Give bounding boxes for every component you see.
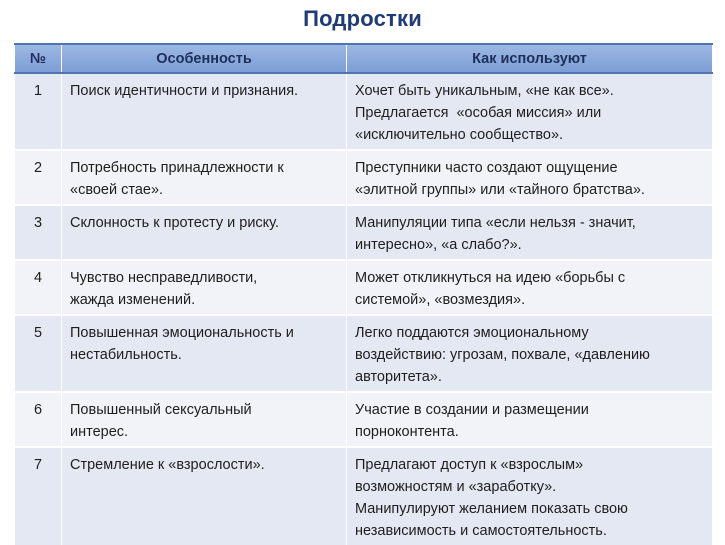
usage-line: интересно», «а слабо?». — [355, 237, 522, 253]
usage-line: возможностям и «заработку». — [355, 479, 557, 495]
usage-line: «элитной группы» или «тайного братства». — [355, 182, 645, 198]
row-feature — [62, 447, 347, 545]
table-row — [15, 315, 713, 392]
header-number: № — [15, 44, 62, 73]
row-feature — [62, 315, 347, 392]
row-number: 1 — [15, 73, 62, 150]
usage-line: Хочет быть уникальным, «не как все». — [355, 83, 614, 99]
table-row — [15, 73, 713, 150]
feature-line: интерес. — [70, 424, 129, 440]
row-usage — [347, 205, 713, 260]
feature-line: жажда изменений. — [70, 292, 196, 308]
table-row — [15, 205, 713, 260]
header-usage: Как используют — [347, 44, 713, 73]
usage-line: авторитета». — [355, 369, 442, 385]
table-row — [15, 392, 713, 447]
table-row — [15, 447, 713, 545]
row-feature — [62, 260, 347, 315]
usage-line: Манипуляции типа «если нельзя - значит, — [355, 215, 636, 231]
row-usage — [347, 260, 713, 315]
feature-line: Повышенный сексуальный — [70, 402, 252, 418]
row-number: 6 — [15, 392, 62, 447]
row-feature — [62, 392, 347, 447]
row-usage — [347, 315, 713, 392]
usage-line: «исключительно сообщество». — [355, 127, 564, 143]
feature-line: Чувство несправедливости, — [70, 270, 258, 286]
row-feature — [62, 205, 347, 260]
row-feature — [62, 150, 347, 205]
table-body — [15, 73, 713, 545]
usage-line: независимость и самостоятельность. — [355, 523, 607, 539]
features-table — [14, 43, 713, 545]
feature-line: «своей стае». — [70, 182, 164, 198]
usage-line: Может откликнуться на идею «борьбы с — [355, 270, 626, 286]
feature-line: Потребность принадлежности к — [70, 160, 284, 176]
feature-line: нестабильность. — [70, 347, 182, 363]
row-usage — [347, 150, 713, 205]
row-usage — [347, 447, 713, 545]
usage-line: Предлагается «особая миссия» или — [355, 105, 602, 121]
usage-line: Участие в создании и размещении — [355, 402, 589, 418]
row-number: 4 — [15, 260, 62, 315]
table-header-row — [15, 44, 713, 73]
usage-line: Предлагают доступ к «взрослым» — [355, 457, 584, 473]
usage-line: Легко поддаются эмоциональному — [355, 325, 589, 341]
feature-line: Стремление к «взрослости». — [70, 457, 265, 473]
row-number: 5 — [15, 315, 62, 392]
usage-line: системой», «возмездия». — [355, 292, 526, 308]
feature-line: Склонность к протесту и риску. — [70, 215, 280, 231]
usage-line: воздействию: угрозам, похвале, «давлению — [355, 347, 650, 363]
header-feature: Особенность — [62, 44, 347, 73]
row-number: 2 — [15, 150, 62, 205]
row-usage — [347, 392, 713, 447]
page-title: Подростки — [303, 6, 422, 31]
row-number: 3 — [15, 205, 62, 260]
feature-line: Поиск идентичности и признания. — [70, 83, 299, 99]
row-number: 7 — [15, 447, 62, 545]
usage-line: Манипулируют желанием показать свою — [355, 501, 628, 517]
row-usage — [347, 73, 713, 150]
row-feature — [62, 73, 347, 150]
feature-line: Повышенная эмоциональность и — [70, 325, 294, 341]
table-row — [15, 260, 713, 315]
usage-line: Преступники часто создают ощущение — [355, 160, 618, 176]
table-row — [15, 150, 713, 205]
usage-line: порноконтента. — [355, 424, 459, 440]
